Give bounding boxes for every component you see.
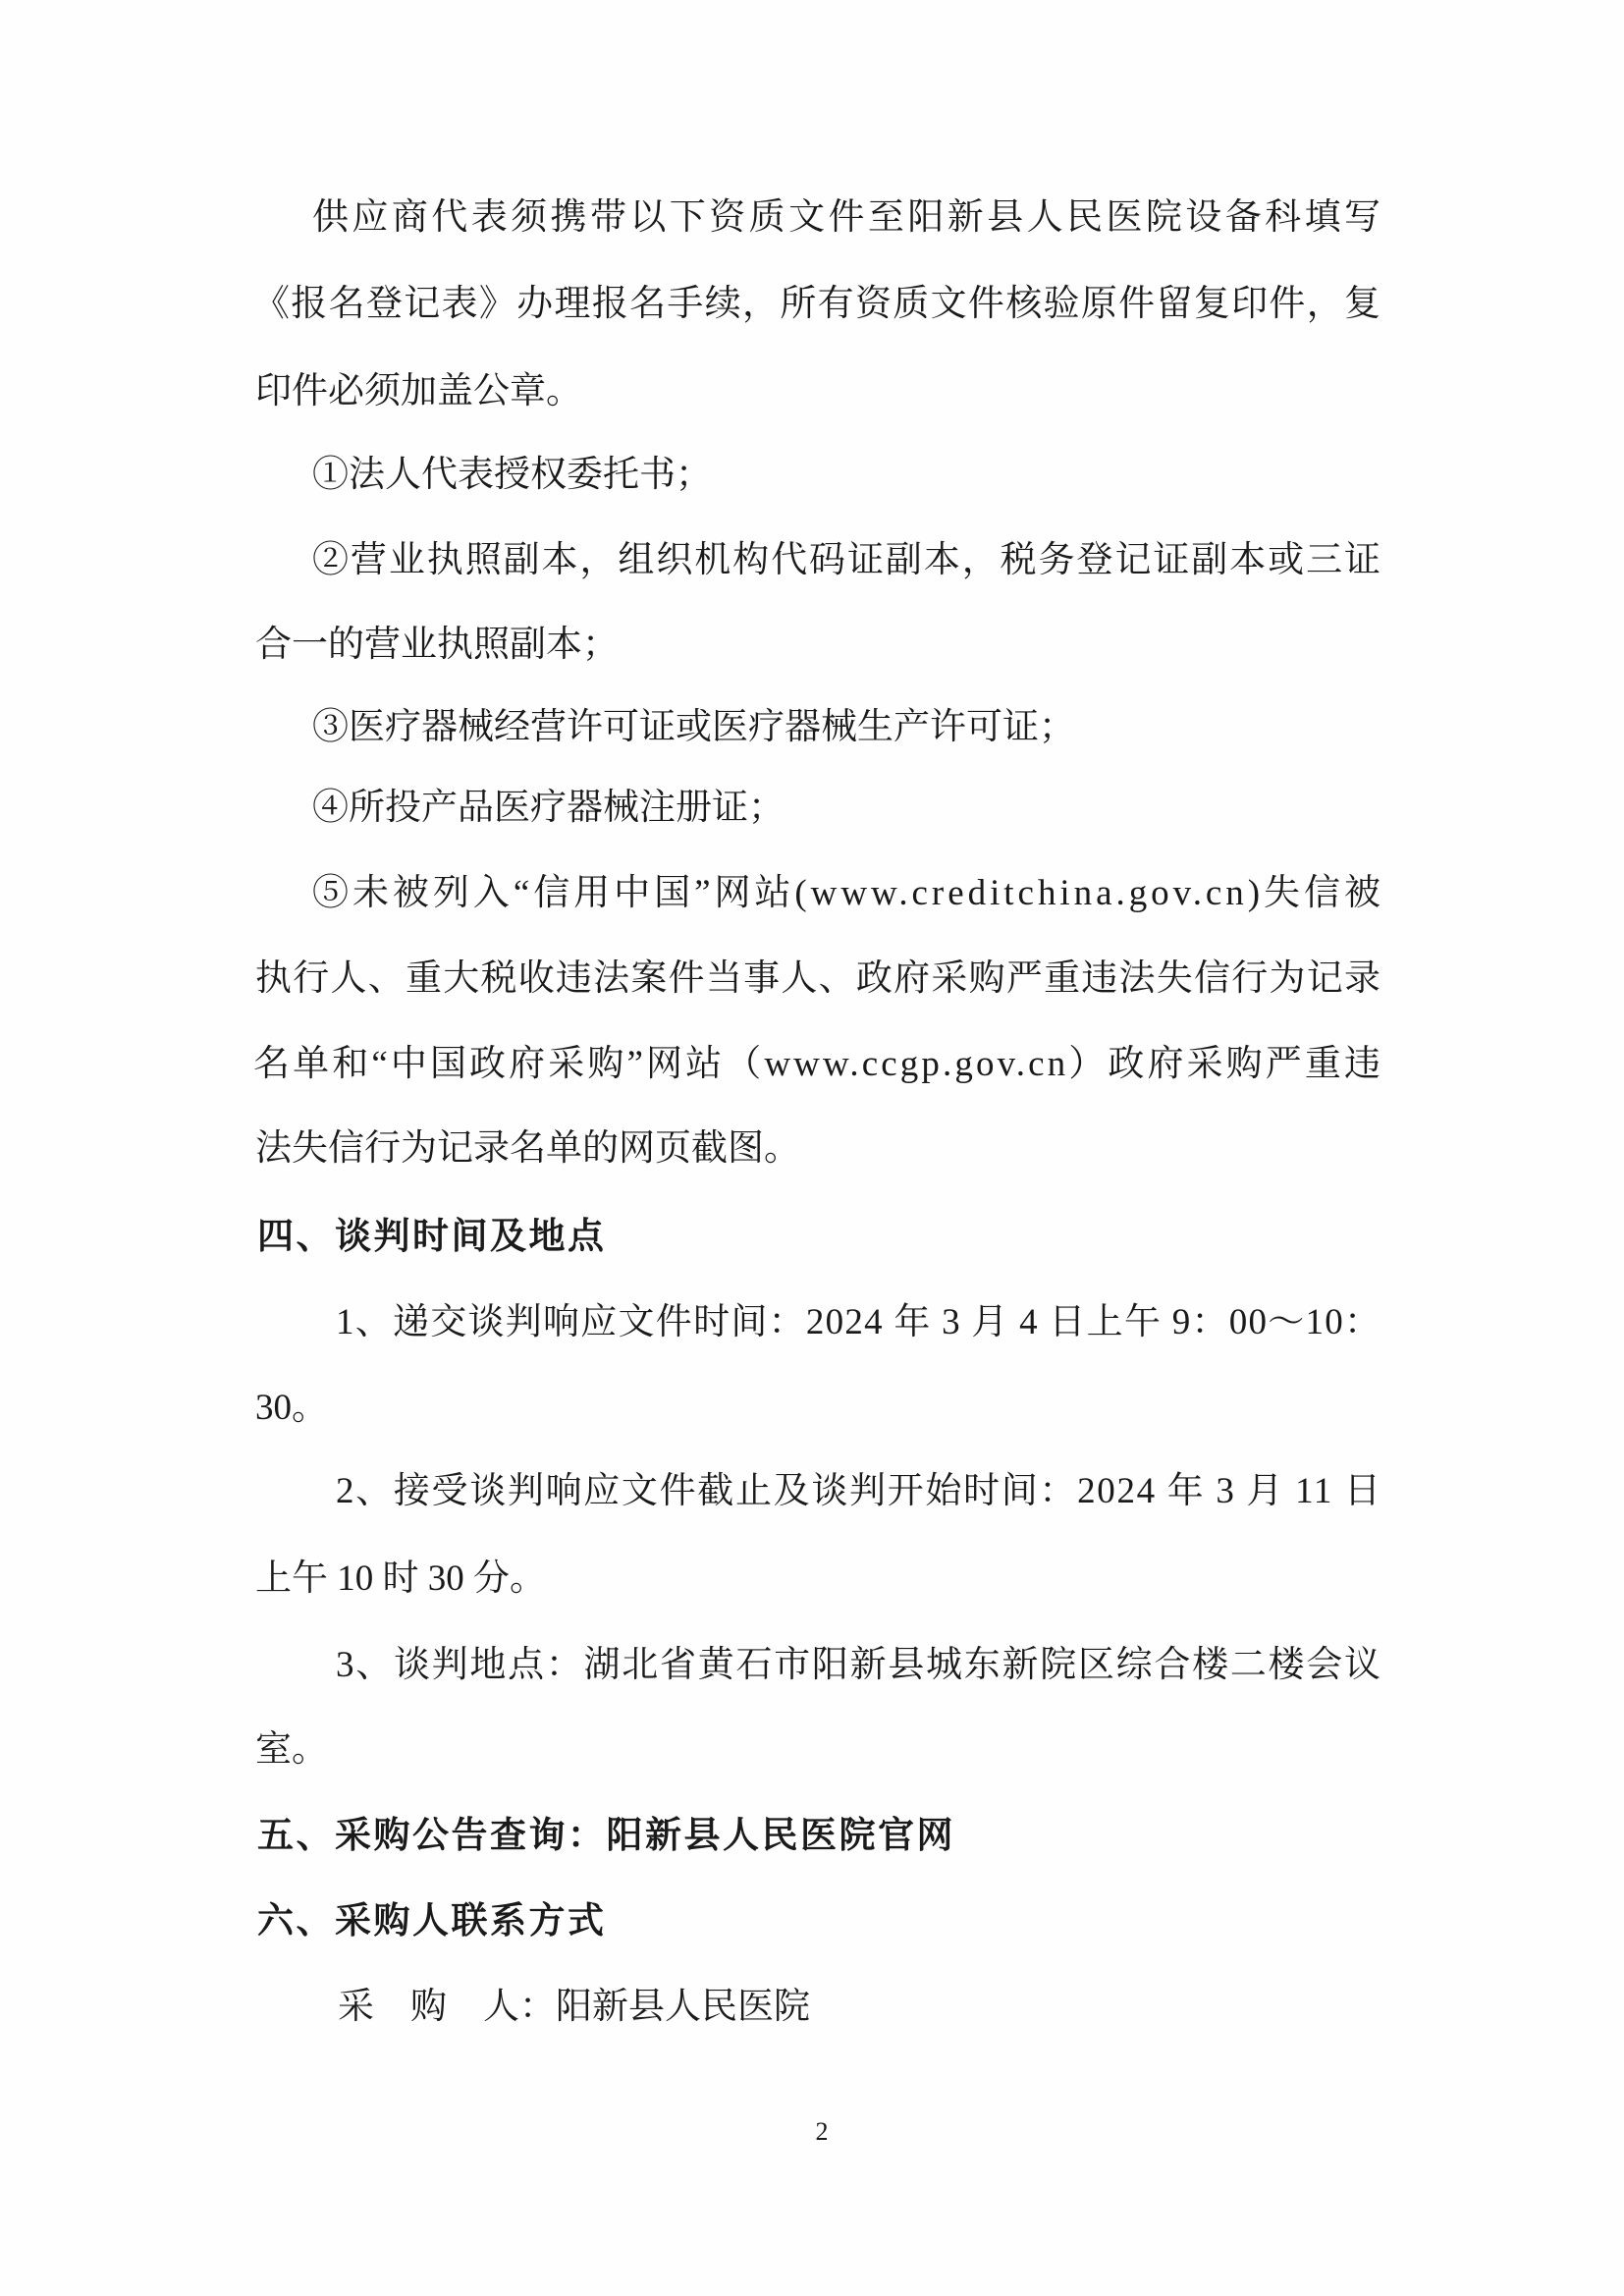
requirement-item-5-line-3	[253, 1043, 1384, 1086]
requirements-intro-line-3: 印件必须加盖公章。	[255, 371, 582, 411]
purchaser-line	[338, 1986, 810, 2029]
requirement-item-2-line-2: 合一的营业执照副本；	[255, 625, 619, 665]
section-4-item-1-line-1	[336, 1301, 1380, 1344]
requirement-item-2-line-1	[312, 539, 1380, 582]
section-4-item-2-line-2: 上午 10 时 30 分。	[255, 1558, 546, 1599]
page-number: 2	[815, 2117, 829, 2146]
requirement-item-4: ④所投产品医疗器械注册证；	[312, 788, 785, 828]
section-4-item-3-line-2: 室。	[255, 1729, 328, 1770]
line-text: 执行人、重大税收违法案件当事人、政府采购严重违法失信行为记录	[255, 958, 1382, 999]
section-4-item-3-line-1	[336, 1644, 1380, 1687]
line-text: ⑤未被列入“信用中国”网站(www.creditchina.gov.cn)失信被	[312, 873, 1384, 913]
line-text: 供应商代表须携带以下资质文件至阳新县人民医院设备科填写	[312, 197, 1384, 238]
purchaser-label: 采 购 人：	[338, 1987, 556, 2027]
requirement-item-5-line-1	[312, 872, 1384, 915]
requirements-intro-line-2	[253, 283, 1380, 326]
section-4-heading: 四、谈判时间及地点	[257, 1217, 607, 1257]
requirement-item-1: ①法人代表授权委托书；	[312, 455, 712, 495]
section-4-item-1-line-2: 30。	[255, 1388, 328, 1428]
line-text: 名单和“中国政府采购”网站（www.ccgp.gov.cn）政府采购严重违	[253, 1044, 1384, 1084]
section-4-item-2-line-1	[336, 1470, 1380, 1513]
requirement-item-5-line-2	[255, 957, 1380, 1001]
requirement-item-3: ③医疗器械经营许可证或医疗器械生产许可证；	[312, 707, 1075, 747]
line-text: 2、接受谈判响应文件截止及谈判开始时间：2024 年 3 月 11 日	[336, 1471, 1382, 1511]
requirement-item-5-line-4: 法失信行为记录名单的网页截图。	[255, 1128, 800, 1169]
line-text: 1、递交谈判响应文件时间：2024 年 3 月 4 日上午 9：00～10：	[336, 1302, 1382, 1342]
purchaser-value: 阳新县人民医院	[556, 1987, 810, 2027]
requirements-intro-line-1	[312, 196, 1384, 240]
line-text: 《报名登记表》办理报名手续，所有资质文件核验原件留复印件，复	[253, 284, 1382, 324]
line-text: 3、谈判地点：湖北省黄石市阳新县城东新院区综合楼二楼会议	[336, 1645, 1382, 1685]
section-6-heading: 六、采购人联系方式	[257, 1901, 607, 1941]
section-5-heading: 五、采购公告查询：阳新县人民医院官网	[257, 1816, 955, 1856]
line-text: ②营业执照副本，组织机构代码证副本，税务登记证副本或三证	[312, 540, 1382, 580]
